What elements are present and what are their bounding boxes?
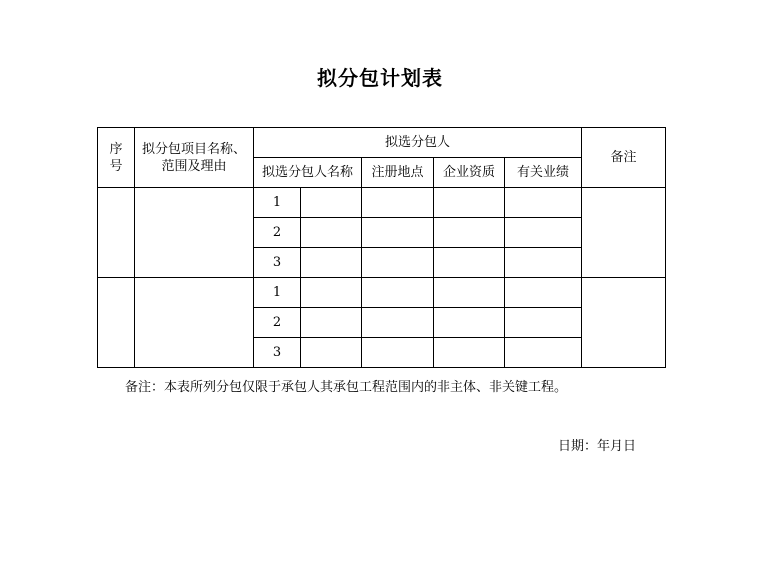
row-number: 2 bbox=[254, 308, 301, 338]
header-seq bbox=[98, 128, 135, 188]
header-item bbox=[135, 128, 254, 188]
performance-cell[interactable] bbox=[505, 308, 582, 338]
registered-place-cell[interactable] bbox=[362, 188, 434, 218]
performance-cell[interactable] bbox=[505, 248, 582, 278]
qualification-cell[interactable] bbox=[434, 188, 505, 218]
group-1-item-cell[interactable] bbox=[135, 188, 254, 278]
group-1-remark-cell[interactable] bbox=[582, 188, 666, 278]
header-item-line2: 范围及理由 bbox=[161, 158, 227, 174]
qualification-cell[interactable] bbox=[434, 308, 505, 338]
header-registered-place: 注册地点 bbox=[362, 158, 434, 188]
row-number: 3 bbox=[254, 338, 301, 368]
header-row-1 bbox=[98, 128, 666, 158]
registered-place-cell[interactable] bbox=[362, 308, 434, 338]
registered-place-cell[interactable] bbox=[362, 338, 434, 368]
date-line: 日期：年月日 bbox=[558, 439, 637, 454]
candidate-name-cell[interactable] bbox=[301, 278, 362, 308]
header-seq-line2: 号 bbox=[109, 158, 123, 174]
candidate-name-cell[interactable] bbox=[301, 338, 362, 368]
header-qualification: 企业资质 bbox=[434, 158, 505, 188]
row-number: 3 bbox=[254, 248, 301, 278]
table-row bbox=[98, 188, 666, 218]
performance-cell[interactable] bbox=[505, 338, 582, 368]
row-number: 1 bbox=[254, 278, 301, 308]
header-candidate-group: 拟选分包人 bbox=[254, 128, 582, 158]
header-item-line1: 拟分包项目名称、 bbox=[141, 141, 246, 157]
header-performance: 有关业绩 bbox=[505, 158, 582, 188]
qualification-cell[interactable] bbox=[434, 278, 505, 308]
registered-place-cell[interactable] bbox=[362, 278, 434, 308]
candidate-name-cell[interactable] bbox=[301, 248, 362, 278]
registered-place-cell[interactable] bbox=[362, 248, 434, 278]
row-number: 1 bbox=[254, 188, 301, 218]
candidate-name-cell[interactable] bbox=[301, 188, 362, 218]
page-title: 拟分包计划表 bbox=[317, 66, 443, 90]
qualification-cell[interactable] bbox=[434, 248, 505, 278]
performance-cell[interactable] bbox=[505, 278, 582, 308]
group-1-seq-cell[interactable] bbox=[98, 188, 135, 278]
registered-place-cell[interactable] bbox=[362, 218, 434, 248]
header-remark: 备注 bbox=[582, 128, 666, 188]
performance-cell[interactable] bbox=[505, 188, 582, 218]
header-seq-line1: 序 bbox=[109, 141, 123, 157]
table-row bbox=[98, 278, 666, 308]
qualification-cell[interactable] bbox=[434, 338, 505, 368]
performance-cell[interactable] bbox=[505, 218, 582, 248]
header-candidate-name: 拟选分包人名称 bbox=[254, 158, 362, 188]
candidate-name-cell[interactable] bbox=[301, 218, 362, 248]
group-2-item-cell[interactable] bbox=[135, 278, 254, 368]
row-number: 2 bbox=[254, 218, 301, 248]
group-2-remark-cell[interactable] bbox=[582, 278, 666, 368]
qualification-cell[interactable] bbox=[434, 218, 505, 248]
candidate-name-cell[interactable] bbox=[301, 308, 362, 338]
subcontract-plan-table bbox=[97, 127, 666, 368]
footnote: 备注：本表所列分包仅限于承包人其承包工程范围内的非主体、非关键工程。 bbox=[125, 380, 568, 395]
group-2-seq-cell[interactable] bbox=[98, 278, 135, 368]
